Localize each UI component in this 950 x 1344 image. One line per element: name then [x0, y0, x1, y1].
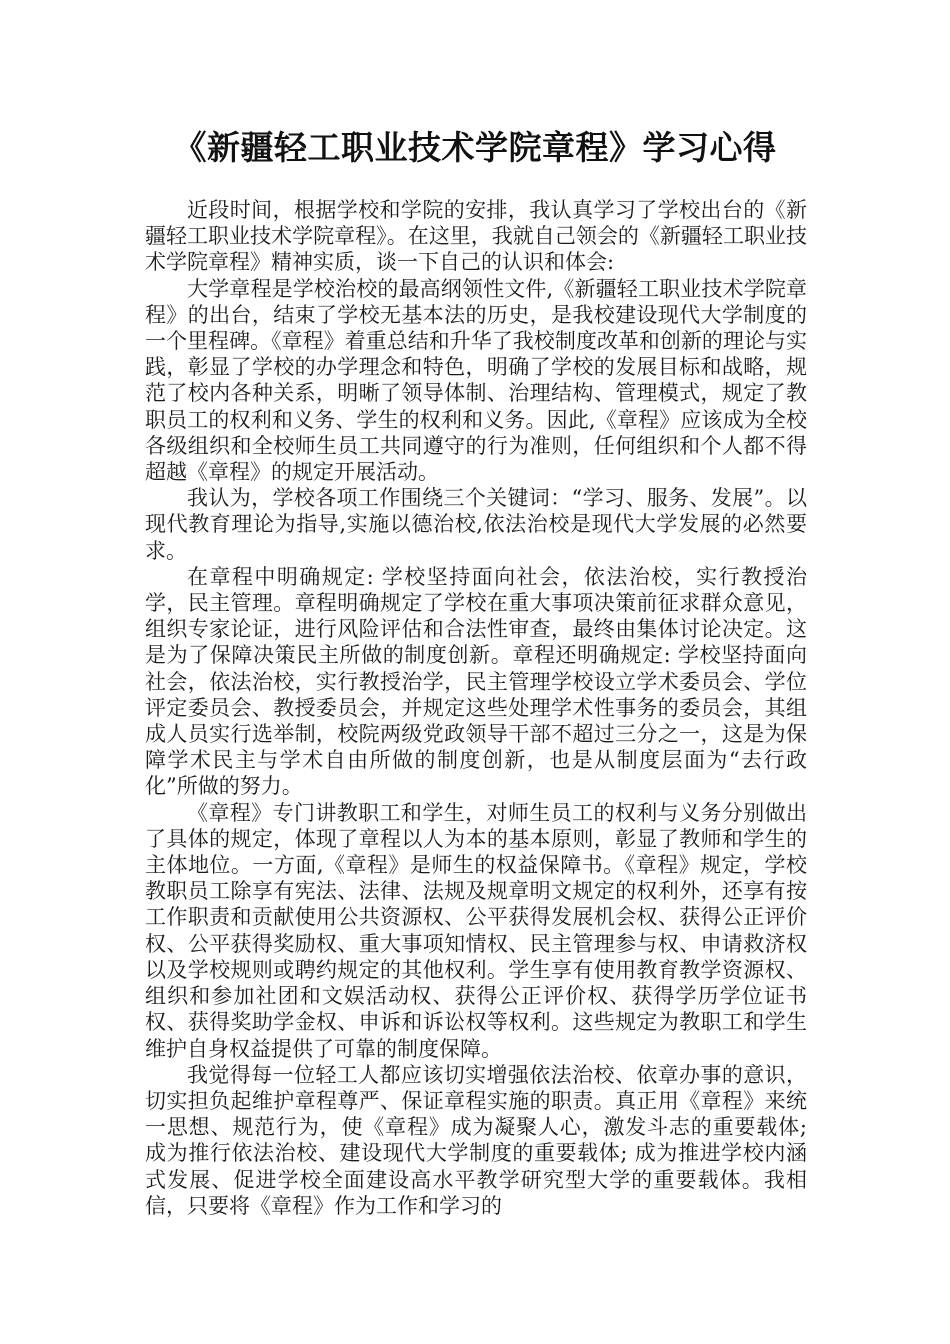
paragraph-rights: 《章程》专门讲教职工和学生，对师生员工的权利与义务分别做出了具体的规定，体现了章程以人为本的基本原则，彰显了教师和学生的主体地位。一方面,《章程》是师生的权益保障书。《章程》规定，学校教职员工除享有宪法、法律、法规及规章明文规定的权利外，还享有按工作职责和贡献使用公共资源权、公平获得发展机会权、获得公正评价权、公平获得奖励权、重大事项知情权、民主管理参与权、申请救济权以及学校规则或聘约规定的其他权利。学生享有使用教育教学资源权、组织和参加社团和文娱活动权、获得公正评价权、获得学历学位证书权、获得奖助学金权、申诉和诉讼权等权利。这些规定为教职工和学生维护自身权益提供了可靠的制度保障。 [145, 800, 807, 1061]
paragraph-provisions: 在章程中明确规定: 学校坚持面向社会，依法治校，实行教授治学，民主管理。章程明确规定了学校在重大事项决策前征求群众意见，组织专家论证，进行风险评估和合法性审查，最终由集体讨论决定。这是为了保障决策民主所做的制度创新。章程还明确规定: 学校坚持面向社会，依法治校，实行教授治学，民主管理学校设立学术委员会、学位评定委员会、教授委员会，并规定这些处理学术性事务的委员会，其组成人员实行选举制，校院两级党政领导干部不超过三分之一，这是为保障学术民主与学术自由所做的制度创新，也是从制度层面为“去行政化”所做的努力。 [145, 564, 807, 799]
paragraph-keywords: 我认为，学校各项工作围绕三个关键词：“学习、服务、发展”。以现代教育理论为指导,实施以德治校,依法治校是现代大学发展的必然要求。 [145, 486, 807, 563]
paragraph-conclusion: 我觉得每一位轻工人都应该切实增强依法治校、依章办事的意识，切实担负起维护章程尊严、保证章程实施的职责。真正用《章程》来统一思想、规范行为，使《章程》成为凝聚人心，激发斗志的重要载体; 成为推行依法治校、建设现代大学制度的重要载体; 成为推进学校内涵式发展、促进学校全面建设高水平教学研究型大学的重要载体。我相信，只要将《章程》作为工作和学习的 [145, 1062, 807, 1218]
document-title: 《新疆轻工职业技术学院章程》学习心得 [173, 128, 777, 167]
document-body [145, 197, 807, 1219]
paragraph-charter-significance: 大学章程是学校治校的最高纲领性文件,《新疆轻工职业技术学院章程》的出台，结束了学校无基本法的历史，是我校建设现代大学制度的一个里程碑。《章程》着重总结和升华了我校制度改革和创新的理论与实践，彰显了学校的办学理念和特色，明确了学校的发展目标和战略，规范了校内各种关系，明晰了领导体制、治理结构、管理模式，规定了教职员工的权利和义务、学生的权利和义务。因此,《章程》应该成为全校各级组织和全校师生员工共同遵守的行为准则，任何组织和个人都不得超越《章程》的规定开展活动。 [145, 276, 807, 485]
paragraph-intro: 近段时间，根据学校和学院的安排，我认真学习了学校出台的《新疆轻工职业技术学院章程》。在这里，我就自己领会的《新疆轻工职业技术学院章程》精神实质，谈一下自己的认识和体会: [145, 198, 807, 275]
